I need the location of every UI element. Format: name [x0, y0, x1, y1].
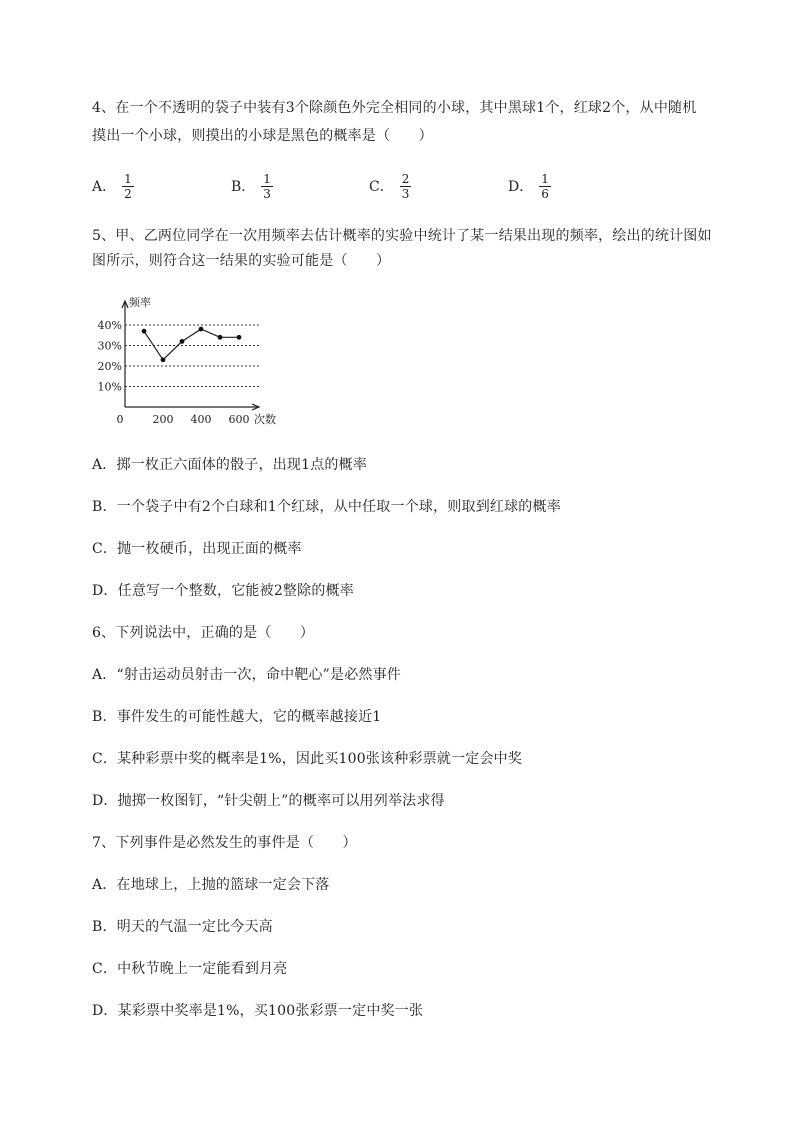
fraction-denominator: 2 — [124, 186, 132, 201]
q6-stem: 6、下列说法中，正确的是（ ） — [92, 625, 315, 641]
data-point — [237, 335, 242, 340]
chart-ticks — [98, 319, 250, 426]
fraction-numerator: 1 — [541, 171, 549, 186]
q6-option-a[interactable]: A．“射击运动员射击一次，命中靶心”是必然事件 — [92, 667, 402, 683]
q5-stem-line1: 5、甲、乙两位同学在一次用频率去估计概率的实验中统计了某一结果出现的频率，绘出的统计图如 — [92, 228, 712, 244]
q4-option-c-label: C． — [369, 179, 394, 195]
q6-option-d[interactable]: D．抛掷一枚图钉，“针尖朝上”的概率可以用列举法求得 — [92, 793, 445, 809]
x-tick-label: 200 — [152, 413, 174, 426]
y-tick-label: 20% — [97, 360, 122, 373]
q4-option-a[interactable] — [92, 168, 134, 204]
q4-option-d[interactable] — [508, 168, 551, 204]
chart-axes — [122, 301, 259, 410]
fraction-denominator: 3 — [401, 186, 410, 201]
fraction-denominator: 6 — [541, 186, 549, 201]
q4-stem-line2: 摸出一个小球，则摸出的小球是黑色的概率是（ ） — [92, 128, 433, 144]
q7-option-c[interactable]: C．中秋节晚上一定能看到月亮 — [92, 961, 288, 977]
frequency-line-chart — [88, 292, 298, 432]
q4-option-a-fraction — [122, 172, 134, 201]
data-point — [142, 329, 147, 334]
x-tick-label: 600 — [228, 413, 250, 426]
q4-stem-line1: 4、在一个不透明的袋子中装有3个除颜色外完全相同的小球，其中黑球1个，红球2个，从中随机 — [92, 100, 697, 116]
q5-option-c[interactable]: C．抛一枚硬币，出现正面的概率 — [92, 541, 302, 557]
q4-options — [92, 168, 732, 204]
x-tick-label: 400 — [190, 413, 212, 426]
y-tick-label: 40% — [97, 319, 122, 332]
q7-option-a[interactable]: A．在地球上，上抛的篮球一定会下落 — [92, 877, 330, 893]
y-tick-label: 10% — [97, 380, 122, 394]
data-point — [161, 357, 166, 362]
q5-option-a[interactable]: A．掷一枚正六面体的骰子，出现1点的概率 — [92, 457, 368, 473]
data-point — [199, 327, 204, 332]
q4-option-d-label: D． — [508, 179, 534, 195]
q4-option-c-fraction — [400, 172, 412, 201]
fraction-numerator: 2 — [401, 171, 410, 186]
x-tick-label: 0 — [116, 413, 124, 426]
data-point — [218, 335, 223, 340]
q4-option-b[interactable] — [231, 168, 273, 204]
q4-option-a-label: A． — [92, 179, 117, 195]
chart-y-axis-label: 频率 — [129, 296, 151, 309]
fraction-denominator: 3 — [263, 186, 271, 201]
q5-option-d[interactable]: D．任意写一个整数，它能被2整除的概率 — [92, 583, 354, 599]
y-tick-label: 30% — [97, 339, 122, 353]
q4-option-b-label: B． — [231, 179, 256, 195]
data-point — [180, 339, 185, 344]
fraction-numerator: 1 — [124, 171, 132, 186]
q7-stem: 7、下列事件是必然发生的事件是（ ） — [92, 835, 357, 851]
q4-option-c[interactable] — [369, 168, 411, 204]
q7-option-b[interactable]: B．明天的气温一定比今天高 — [92, 919, 273, 935]
chart-x-axis-label: 次数 — [254, 413, 276, 426]
chart-series — [142, 327, 242, 363]
q5-stem-line2: 图所示，则符合这一结果的实验可能是（ ） — [92, 253, 391, 269]
fraction-numerator: 1 — [263, 171, 271, 186]
q4-option-d-fraction — [539, 172, 551, 201]
q6-option-c[interactable]: C．某种彩票中奖的概率是1%，因此买100张该种彩票就一定会中奖 — [92, 751, 523, 767]
q4-option-b-fraction — [261, 172, 273, 201]
q6-option-b[interactable]: B．事件发生的可能性越大，它的概率越接近1 — [92, 709, 382, 725]
q7-option-d[interactable]: D．某彩票中奖率是1%，买100张彩票一定中奖一张 — [92, 1003, 424, 1019]
series-line — [144, 329, 239, 360]
q5-option-b[interactable]: B．一个袋子中有2个白球和1个红球，从中任取一个球，则取到红球的概率 — [92, 499, 561, 515]
